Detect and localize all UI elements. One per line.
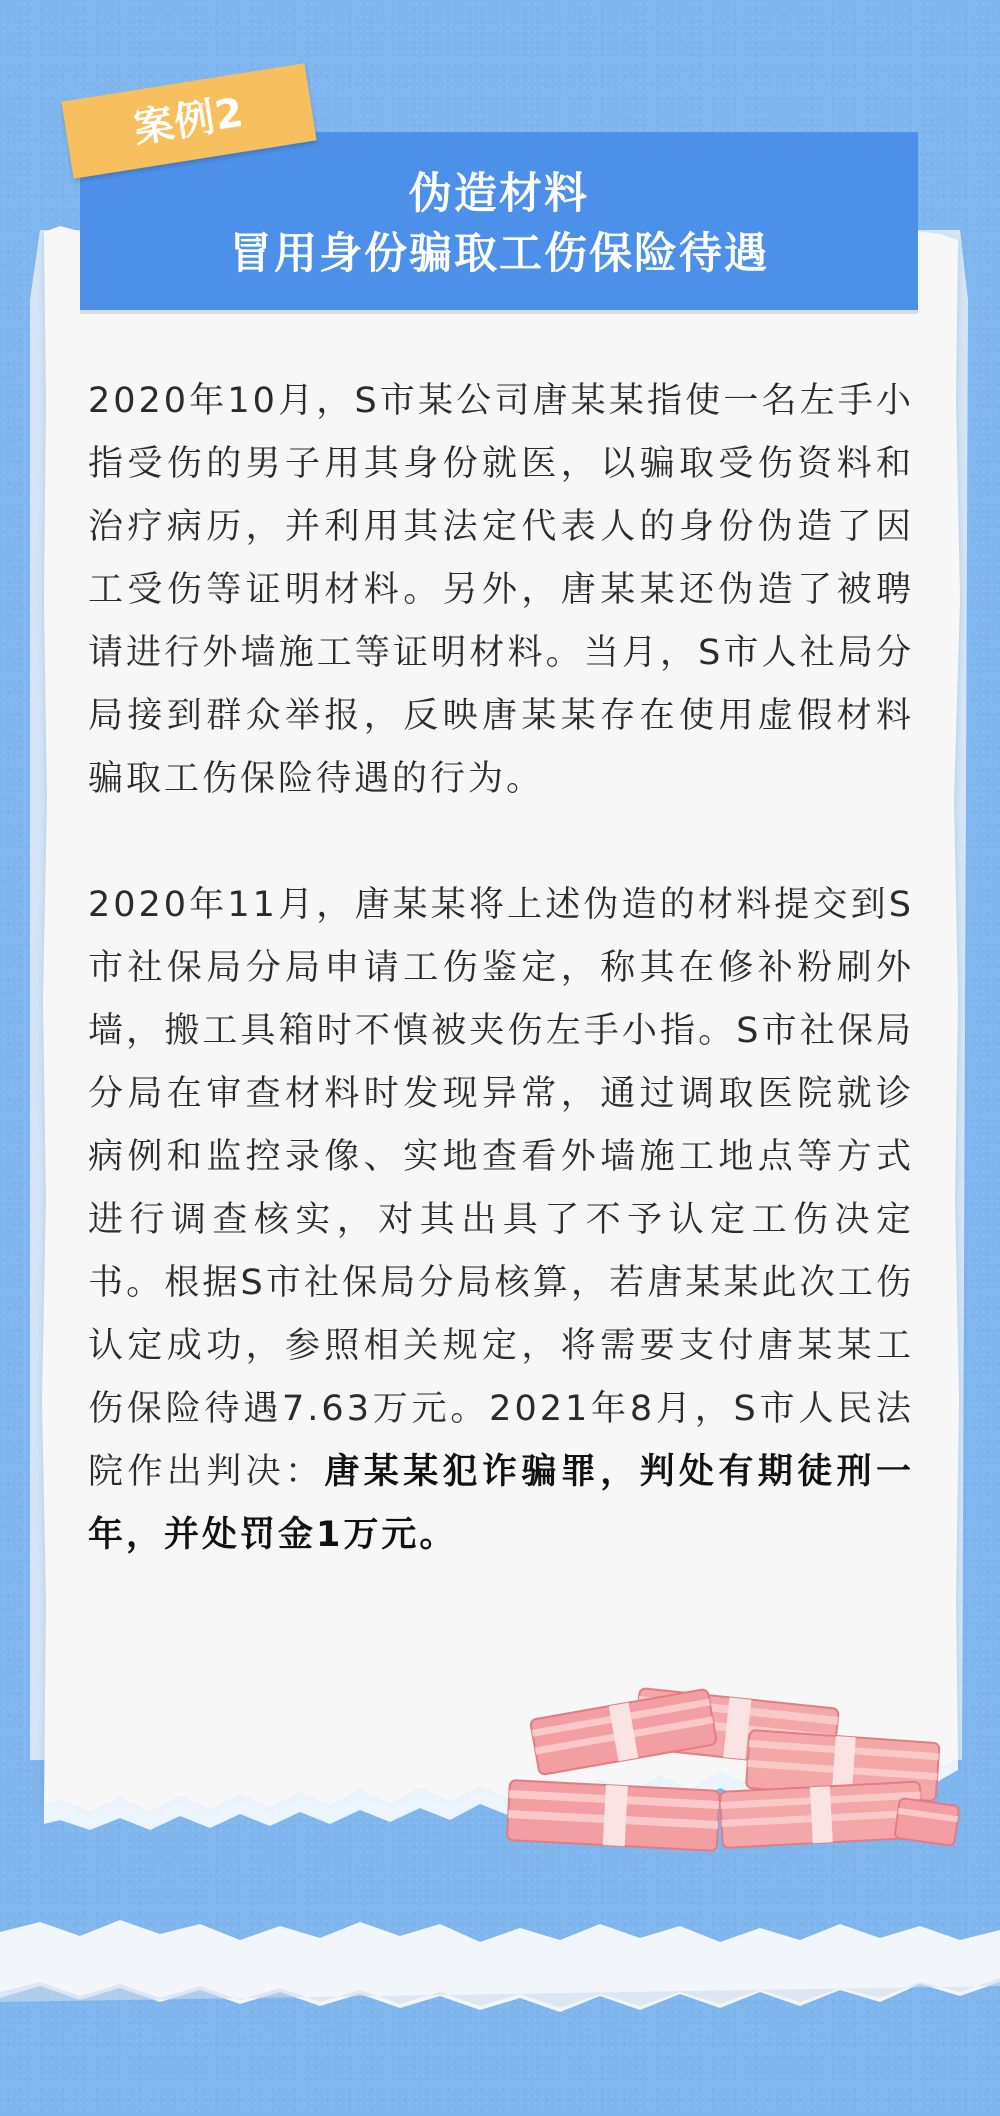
paragraph-2 xyxy=(88,874,914,1567)
cash-bundle-edge xyxy=(894,1798,959,1846)
verdict-text: 唐某某犯诈骗罪，判处有期徒刑一年，并处罚金1万元。 xyxy=(88,1452,914,1555)
cash-bundle-front-right xyxy=(720,1782,923,1848)
title-line-2: 冒用身份骗取工伤保险待遇 xyxy=(229,229,769,279)
cash-stack-icon xyxy=(500,1680,970,1860)
paragraph-1: 2020年10月，S市某公司唐某某指使一名左手小指受伤的男子用其身份就医，以骗取受伤资料和治疗病历，并利用其法定代表人的身份伪造了因工受伤等证明材料。另外，唐某某还伪造了被聘请进行外墙施工等证明材料。当月，S市人社局分局接到群众举报，反映唐某某存在使用虚假材料骗取工伤保险待遇的行为。 xyxy=(88,381,914,799)
case-content xyxy=(88,370,914,1567)
bottom-torn-strip xyxy=(0,1912,1000,2022)
title-line-1: 伪造材料 xyxy=(409,169,589,219)
cash-bundle-front xyxy=(507,1780,720,1851)
paragraph-2-text: 2020年11月，唐某某将上述伪造的材料提交到S市社保局分局申请工伤鉴定，称其在修补粉刷外墙，搬工具箱时不慎被夹伤左手小指。S市社保局分局在审查材料时发现异常，通过调取医院就诊病例和监控录像、实地查看外墙施工地点等方式进行调查核实，对其出具了不予认定工伤决定书。根据S市社保局分局核算，若唐某某此次工伤认定成功，参照相关规定，将需要支付唐某某工伤保险待遇7.63万元。2021年8月，S市人民法院作出判决： xyxy=(88,885,914,1492)
case-tag-label: 案例2 xyxy=(130,89,248,153)
cash-bundle-left xyxy=(530,1689,717,1775)
